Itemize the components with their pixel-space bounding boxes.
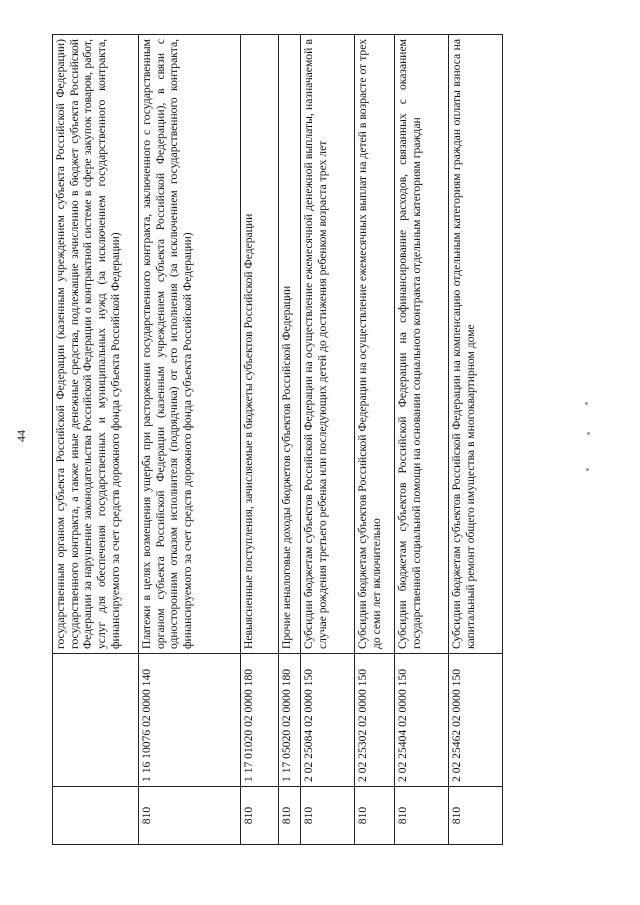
table-row <box>449 35 503 845</box>
kbk-code-cell: 1 17 05020 02 0000 180 <box>279 654 301 787</box>
kbk-code-cell: 1 17 01020 02 0000 180 <box>241 654 279 787</box>
revenue-name-cell: Невыясненные поступления, зачисляемые в бюджеты субъектов Российской Федерации <box>241 35 279 654</box>
admin-code-cell: 810 <box>139 787 241 845</box>
rotated-table-container <box>52 35 542 845</box>
kbk-code-cell: 2 02 25462 02 0000 150 <box>449 654 503 787</box>
admin-code-cell: 810 <box>449 787 503 845</box>
kbk-code-cell: 1 16 10076 02 0000 140 <box>139 654 241 787</box>
revenue-codes-table <box>52 34 503 845</box>
admin-code-cell: 810 <box>395 787 449 845</box>
revenue-name-cell: Субсидии бюджетам субъектов Российской Федерации на софинансирование расходов, связанных с оказанием государственной социальной помощи на основании социального контракта отдельным категориям граждан <box>395 35 449 654</box>
scan-speck <box>586 468 589 471</box>
table-row <box>53 35 139 845</box>
admin-code-cell: 810 <box>355 787 395 845</box>
page-number: 44 <box>14 430 28 442</box>
revenue-name-cell: Субсидии бюджетам субъектов Российской Федерации на компенсацию отдельным категориям граждан оплаты взноса на капитальный ремонт общего имущества в многоквартирном доме <box>449 35 503 654</box>
table-row <box>241 35 279 845</box>
table-row <box>355 35 395 845</box>
revenue-name-cell: государственным органом субъекта Российской Федерации (казенным учреждением субъекта Российской Федерации) государственного контракта, а также иные денежные средства, подлежащие зачислению в бюджет субъекта Российской Федерации за нарушение законодательства Российской Федерации о контрактной системе в сфере закупок товаров, работ, услуг для обеспечения государственных и муниципальных нужд (за исключением государственного контракта, финансируемого за счет средств дорожного фонда субъекта Российской Федерации) <box>53 35 139 654</box>
revenue-name-cell: Платежи в целях возмещения ущерба при расторжении государственного контракта, заключенного с государственным органом субъекта Российской Федерации (казенным учреждением субъекта Российской Федерации), в связи с односторонним отказом исполнителя (подрядчика) от его исполнения (за исключением государственного контракта, финансируемого за счет средств дорожного фонда субъекта Российской Федерации) <box>139 35 241 654</box>
revenue-name-cell: Субсидии бюджетам субъектов Российской Федерации на осуществление ежемесячной денежной выплаты, назначаемой в случае рождения третьего ребенка или последующих детей до достижения ребенком возраста трех лет <box>301 35 355 654</box>
revenue-name-cell: Субсидии бюджетам субъектов Российской Федерации на осуществление ежемесячных выплат на детей в возрасте от трех до семи лет включительно <box>355 35 395 654</box>
admin-code-cell: 810 <box>301 787 355 845</box>
kbk-code-cell <box>53 654 139 787</box>
admin-code-cell: 810 <box>279 787 301 845</box>
admin-code-cell <box>53 787 139 845</box>
admin-code-cell: 810 <box>241 787 279 845</box>
kbk-code-cell: 2 02 25404 02 0000 150 <box>395 654 449 787</box>
table-row <box>301 35 355 845</box>
kbk-code-cell: 2 02 25084 02 0000 150 <box>301 654 355 787</box>
table-row <box>395 35 449 845</box>
kbk-code-cell: 2 02 25302 02 0000 150 <box>355 654 395 787</box>
table-row <box>279 35 301 845</box>
revenue-name-cell: Прочие неналоговые доходы бюджетов субъектов Российской Федерации <box>279 35 301 654</box>
scan-speck <box>585 402 588 405</box>
scan-speck <box>587 432 590 435</box>
table-row <box>139 35 241 845</box>
